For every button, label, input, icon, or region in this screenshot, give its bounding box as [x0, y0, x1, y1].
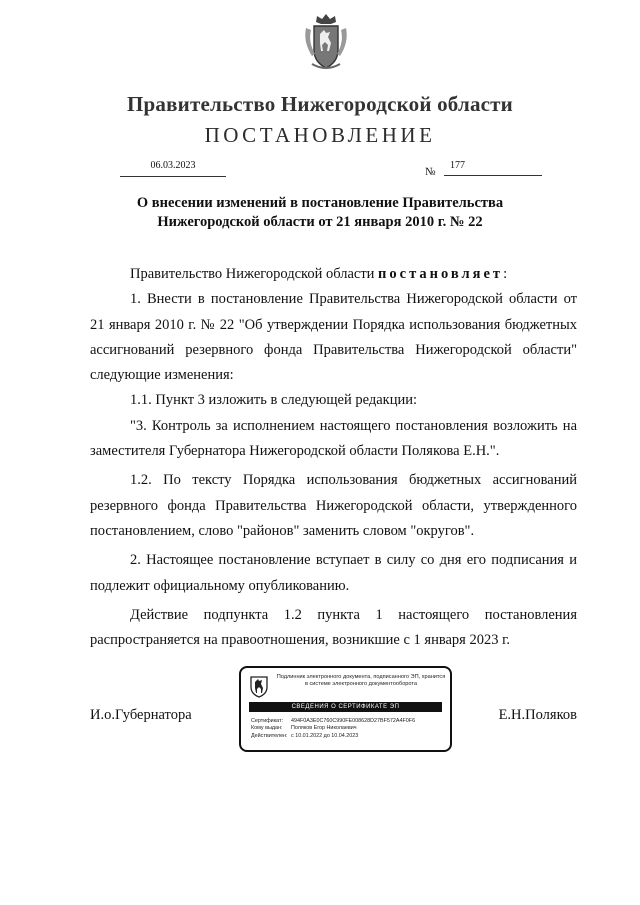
- paragraph-3: Действие подпункта 1.2 пункта 1 настоящего постановления распространяется на правоотношения, возникшие с 1 января 2023 г.: [90, 606, 577, 649]
- coat-of-arms-icon: [302, 12, 350, 72]
- intro-keyword: постановляет: [378, 266, 504, 282]
- stamp-header: СВЕДЕНИЯ О СЕРТИФИКАТЕ ЭП: [249, 702, 442, 712]
- signatory-position: И.о.Губернатора: [90, 707, 192, 723]
- paragraph-1: 1. Внести в постановление Правительства Нижегородской области от 21 января 2010 г. № 22 "Об утверждении Порядка использования бюджетных ассигнований резервного фонда Правительства Нижегородской области" следующие изменения:: [90, 291, 577, 384]
- subject-line: О внесении изменений в постановление Правительства: [136, 195, 504, 211]
- government-title: Правительство Нижегородской области: [127, 92, 513, 116]
- document-number: 177: [444, 160, 542, 176]
- issued-label: Кому выдан:: [251, 725, 283, 732]
- paragraph-2: 2. Настоящее постановление вступает в силу со дня его подписания и подлежит официальному опубликованию.: [90, 552, 577, 594]
- paragraph-1-1: 1.1. Пункт 3 изложить в следующей редакции:: [130, 392, 418, 409]
- intro-paragraph: [90, 262, 577, 287]
- document-body: [90, 262, 577, 653]
- paragraph-1-2: 1.2. По тексту Порядка использования бюджетных ассигнований резервного фонда Правительства Нижегородской области, утвержденного постановлением, слово "районов" заменить словом "округов".: [90, 472, 577, 539]
- document-date: 06.03.2023: [120, 160, 226, 177]
- cert-label: Сертификат:: [251, 718, 284, 724]
- issued-value: Поляков Егор Николаевич: [291, 725, 357, 732]
- document-subject: [90, 194, 550, 232]
- stamp-details: [251, 718, 415, 740]
- valid-label: Действителен:: [251, 732, 288, 739]
- intro-suffix: :: [503, 266, 508, 282]
- stamp-notice: Подлинник электронного документа, подписанного ЭП, хранится в системе электронного документооборота: [276, 674, 446, 687]
- intro-prefix: Правительство Нижегородской области: [130, 266, 379, 282]
- paragraph-1-1-text: "3. Контроль за исполнением настоящего постановления возложить на заместителя Губернатора Нижегородской области Полякова Е.Н.".: [90, 417, 577, 460]
- document-kind: ПОСТАНОВЛЕНИЕ: [204, 123, 436, 147]
- number-sign: №: [425, 166, 436, 178]
- valid-value: с 10.01.2022 до 10.04.2023: [291, 732, 359, 739]
- electronic-signature-stamp: [239, 666, 452, 752]
- subject-line: Нижегородской области от 21 января 2010 г. № 22: [157, 214, 483, 230]
- emblem-icon: [249, 674, 269, 698]
- signatory-name: Е.Н.Поляков: [498, 707, 577, 723]
- cert-value: 494F0A3E0C760C990FE008628D27BF572A4F0F6: [291, 718, 416, 724]
